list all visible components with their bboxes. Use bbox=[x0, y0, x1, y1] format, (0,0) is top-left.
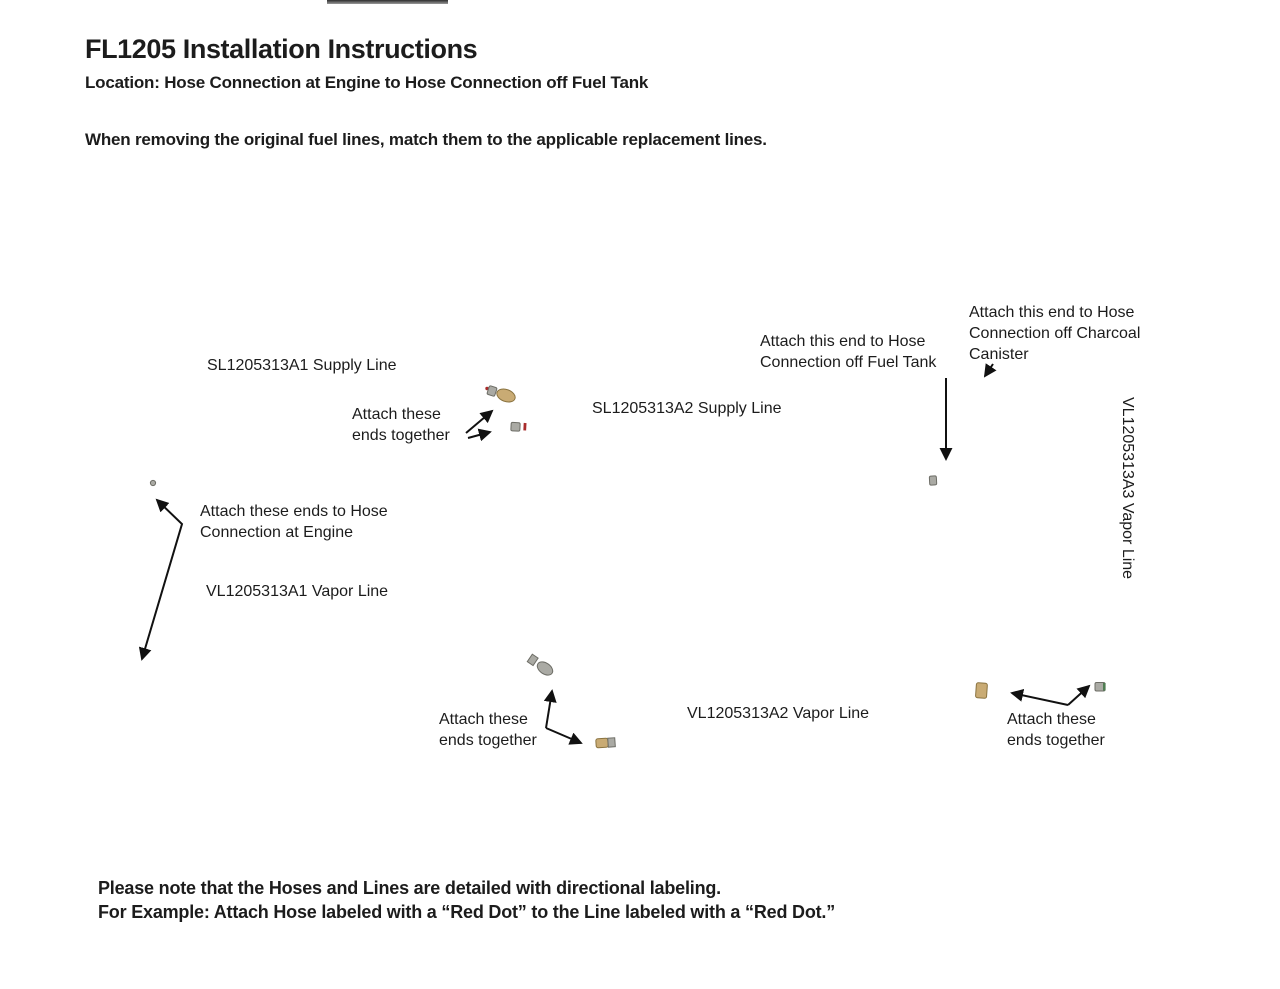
label-supply-line-a2: SL1205313A2 Supply Line bbox=[592, 400, 782, 417]
annotation-attach-together-top: Attach these ends together bbox=[352, 406, 450, 444]
green-dot-marker bbox=[1103, 683, 1106, 691]
label-vapor-line-a3: VL1205313A3 Vapor Line bbox=[1119, 397, 1136, 580]
red-dot-marker bbox=[523, 423, 526, 431]
vapor-line-a3-tube bbox=[974, 389, 1134, 691]
supply-line-a1-end-fitting bbox=[485, 385, 517, 404]
double-arrow-engine-ends bbox=[142, 500, 182, 659]
vapor-line-a1-end-fitting bbox=[527, 654, 555, 678]
arrow-to-sla2-start bbox=[468, 432, 490, 438]
label-vapor-line-a2: VL1205313A2 Vapor Line bbox=[687, 705, 870, 722]
arrow-to-vla3-end bbox=[1068, 686, 1089, 705]
vapor-line-a3-end-fitting bbox=[1095, 683, 1106, 692]
vapor-line-a2-start-fitting bbox=[596, 738, 616, 748]
footer-line-2: For Example: Attach Hose labeled with a “Red Dot” to the Line labeled with a “Red Dot.” bbox=[98, 902, 836, 922]
annotation-attach-charcoal: Attach this end to Hose Connection off Charcoal Canister bbox=[969, 304, 1141, 363]
annotation-attach-together-bottom-right: Attach these ends together bbox=[1007, 711, 1105, 749]
location-line: Location: Hose Connection at Engine to Hose Connection off Fuel Tank bbox=[85, 73, 649, 92]
label-supply-line-a1: SL1205313A1 Supply Line bbox=[207, 357, 397, 374]
arrow-to-charcoal-end bbox=[985, 364, 993, 376]
tube-end-cap bbox=[150, 480, 155, 485]
supply-line-a2-tail-fitting bbox=[929, 476, 936, 485]
annotation-attach-fuel-tank: Attach this end to Hose Connection off Fuel Tank bbox=[760, 333, 937, 371]
annotation-attach-together-bottom-mid: Attach these ends together bbox=[439, 711, 537, 749]
footer-line-1: Please note that the Hoses and Lines are detailed with directional labeling. bbox=[98, 878, 721, 898]
instruction-line: When removing the original fuel lines, match them to the applicable replacement lines. bbox=[85, 130, 767, 149]
page-title: FL1205 Installation Instructions bbox=[85, 34, 478, 64]
annotation-arrows bbox=[142, 364, 1089, 743]
arrow-to-vla2-end bbox=[1012, 693, 1068, 705]
annotation-attach-engine: Attach these ends to Hose Connection at Engine bbox=[200, 503, 388, 541]
supply-line-a2-tube bbox=[511, 422, 937, 485]
vapor-line-a2-end-fitting bbox=[975, 683, 987, 699]
supply-line-a2-start-fitting bbox=[511, 422, 527, 431]
footer-note bbox=[98, 876, 835, 924]
arrow-to-sla1-end bbox=[466, 411, 492, 433]
label-vapor-line-a1: VL1205313A1 Vapor Line bbox=[206, 583, 389, 600]
vapor-line-a1-tube bbox=[140, 600, 555, 692]
